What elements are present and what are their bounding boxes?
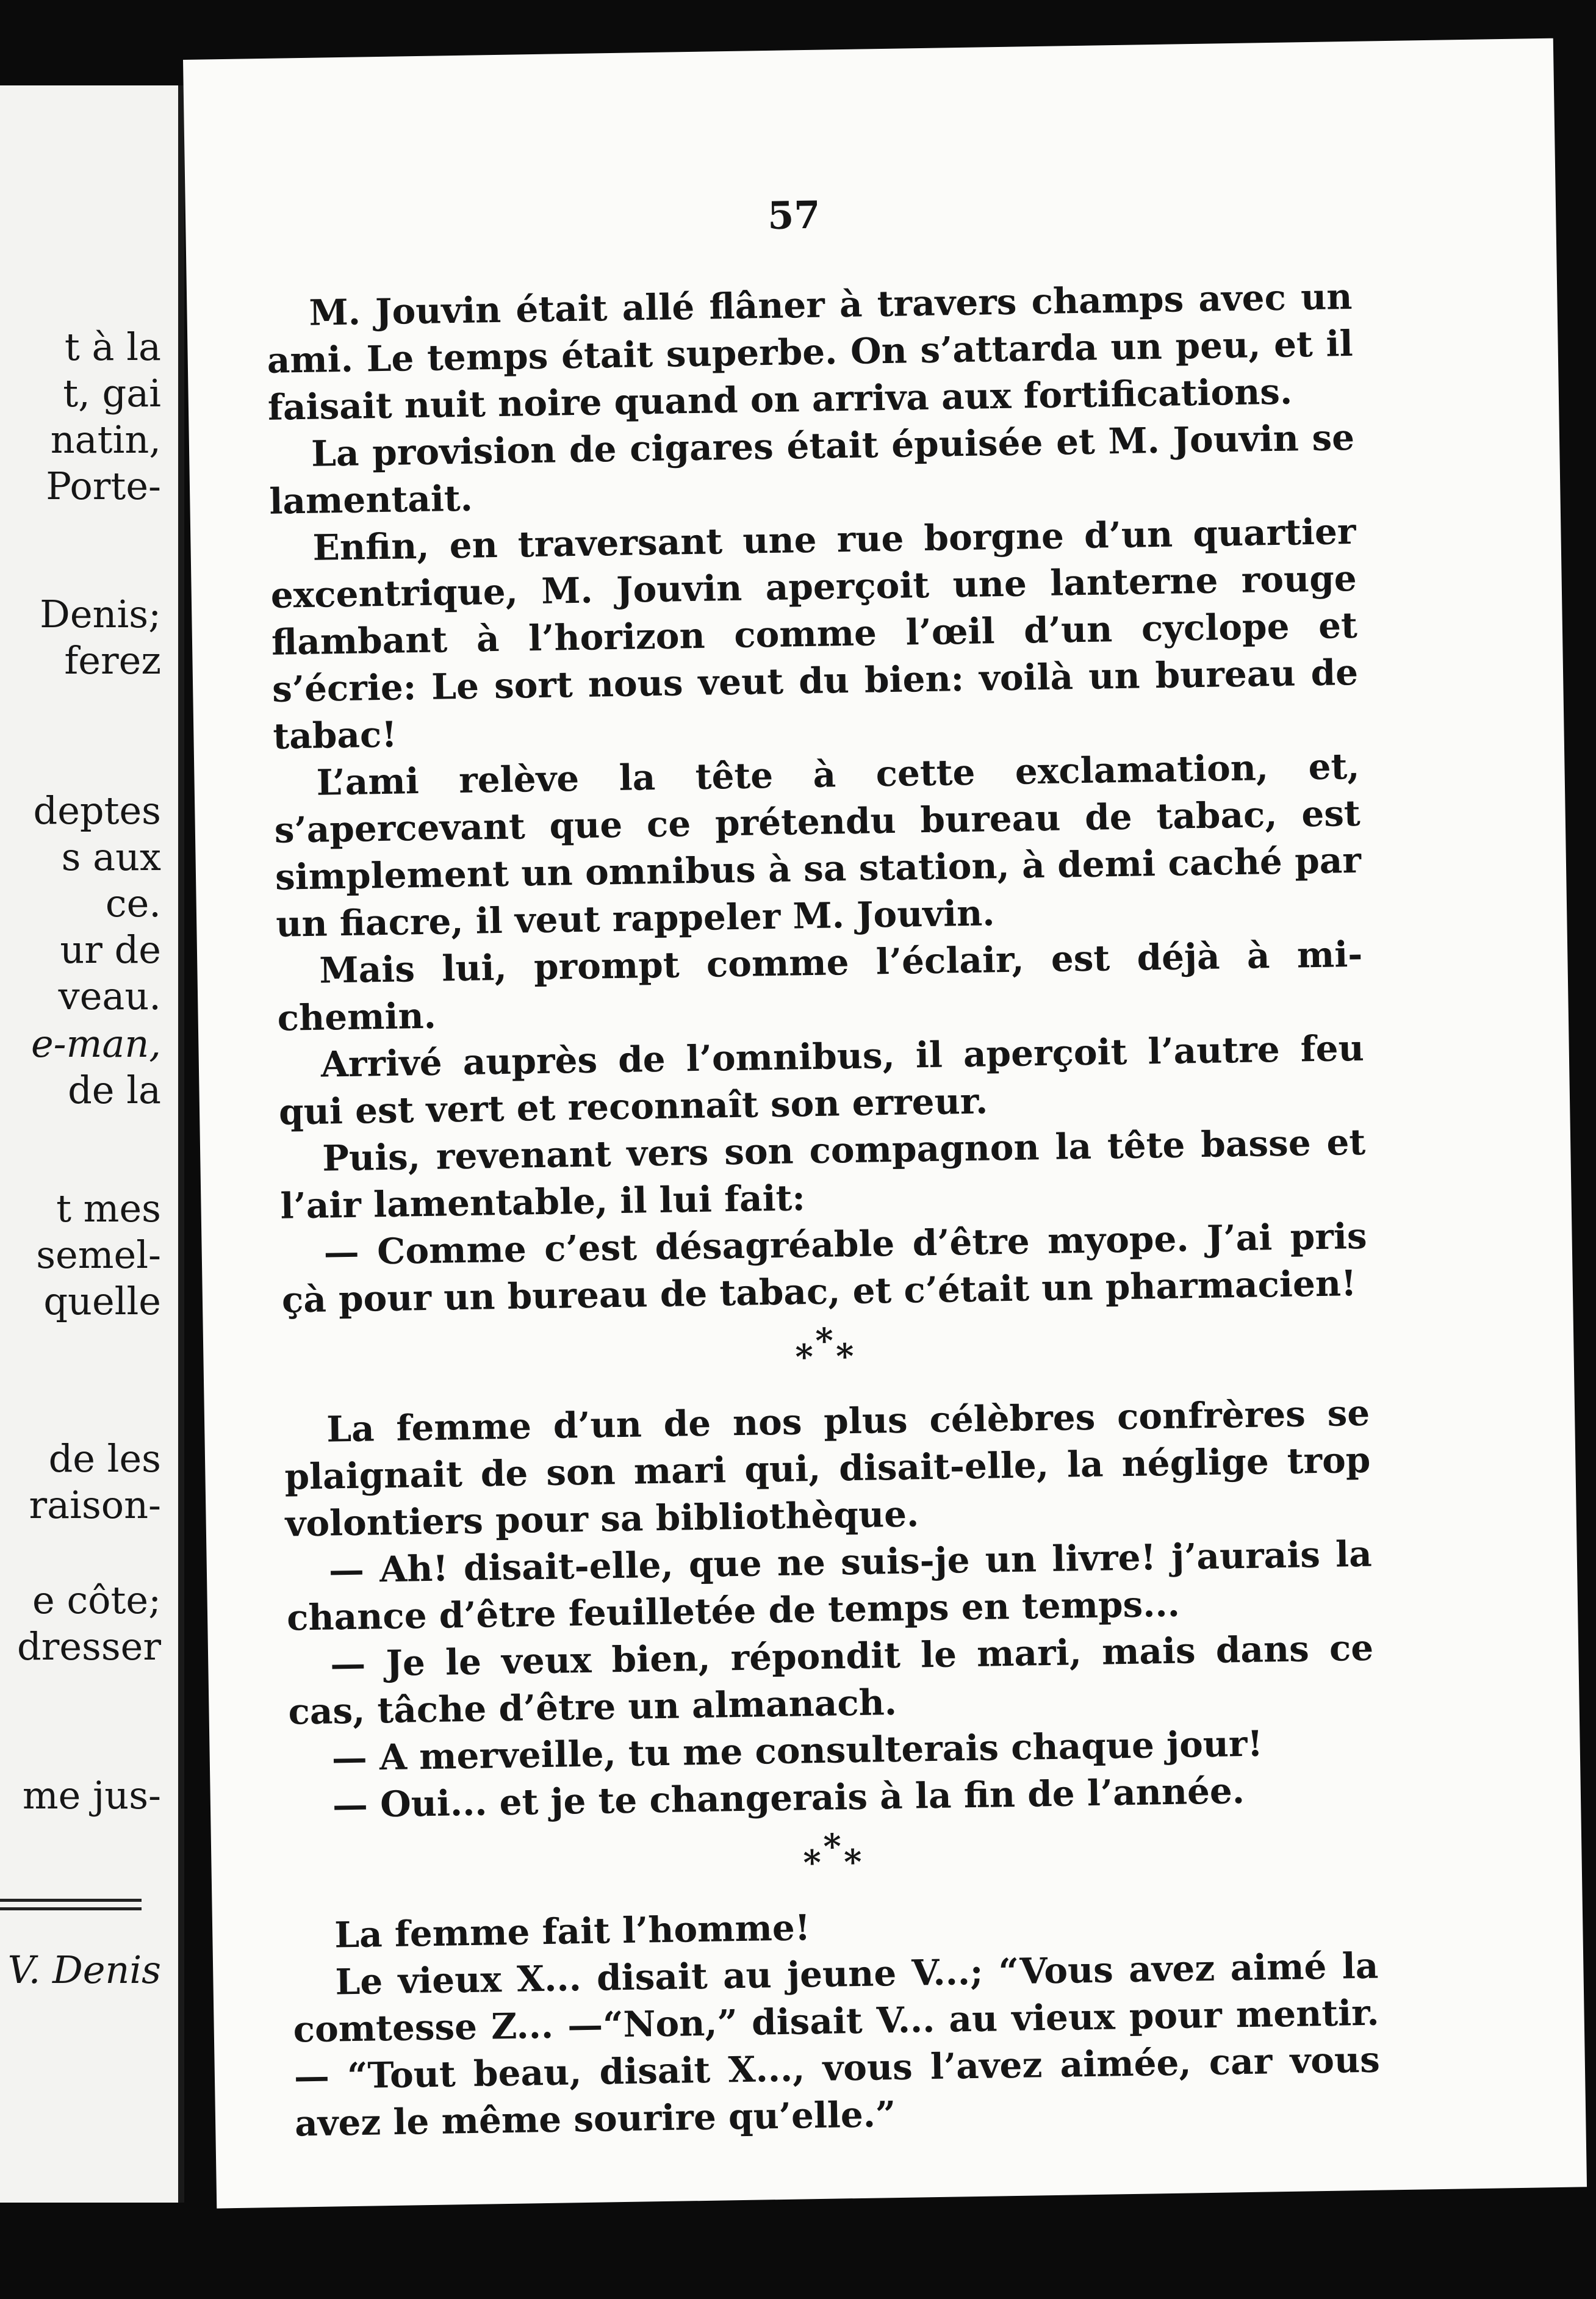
- left-line: de les: [48, 1436, 161, 1481]
- paragraph: Puis, revenant vers son compagnon la tête basse et l’air lamentable, il lui fait:: [279, 1121, 1366, 1227]
- previous-page-strip: [0, 85, 184, 2203]
- left-line: ce.: [105, 881, 161, 926]
- paragraph: — Comme c’est désagréable d’être myope. J’ai pris çà pour un bureau de tabac, et c’était un pharmacien!: [281, 1215, 1368, 1321]
- separator-star: *: [835, 1336, 857, 1377]
- page-number: 57: [767, 192, 821, 238]
- left-line: Denis;: [40, 592, 161, 636]
- left-line: Porte-: [46, 464, 161, 508]
- left-divider: [0, 1899, 142, 1902]
- left-divider: [0, 1907, 142, 1910]
- left-signature: V. Denis: [7, 1948, 161, 1992]
- left-line: e-man,: [31, 1021, 161, 1066]
- separator-stars: [803, 1826, 864, 1883]
- paragraph: — Ah! disait-elle, que ne suis-je un livre! j’aurais la chance d’être feuilletée de temps en temps...: [286, 1533, 1373, 1639]
- separator-stars: [795, 1320, 857, 1378]
- paragraph: Arrivé auprès de l’omnibus, il aperçoit l’autre feu qui est vert et reconnaît son erreur.: [278, 1027, 1365, 1133]
- paragraph: La provision de cigares était épuisée et M. Jouvin se lamentait.: [268, 416, 1355, 522]
- paragraph: Enfin, en traversant une rue borgne d’un quartier excentrique, M. Jouvin aperçoit une lanterne rouge flambant à l’horizon comme l’œil d’un cyclope et s’écrie: Le sort nous veut du bien: voilà un bureau de tabac!: [270, 510, 1359, 757]
- paragraph: L’ami relève la tête à cette exclamation, et, s’apercevant que ce prétendu bureau de tabac, est simplement un omnibus à sa station, à demi caché par un fiacre, il veut rappeler M. Jouvin.: [274, 745, 1362, 945]
- left-line: ferez: [64, 638, 161, 683]
- left-line: t à la: [64, 325, 161, 369]
- left-line: veau.: [58, 974, 161, 1018]
- paragraph: Le vieux X... disait au jeune V...; “Vous avez aimé la comtesse Z... —“Non,” disait V... au vieux pour mentir.— “Tout beau, disait X..., vous l’avez aimée, car vous avez le même sourire qu’elle.”: [293, 1945, 1381, 2145]
- book-page: [183, 38, 1587, 2209]
- paragraph: — A merveille, tu me consulterais chaque jour!: [331, 1722, 1264, 1779]
- paragraph: — Oui... et je te changerais à la fin de l’année.: [332, 1770, 1245, 1826]
- paragraph: Mais lui, prompt comme l’éclair, est déjà à mi-chemin.: [277, 933, 1363, 1039]
- left-line: raison-: [29, 1483, 161, 1527]
- left-line: ur de: [60, 927, 161, 972]
- left-line: t mes: [56, 1186, 161, 1231]
- left-line: me jus-: [22, 1773, 161, 1818]
- paragraph: — Je le veux bien, répondit le mari, mais dans ce cas, tâche d’être un almanach.: [288, 1627, 1374, 1733]
- paragraph: La femme fait l’homme!: [334, 1907, 811, 1956]
- section-separator: [282, 1320, 1369, 1383]
- paragraph: La femme d’un de nos plus célèbres confrères se plaignait de son mari qui, disait-elle, la néglige trop volontiers pour sa bibliothèque.: [284, 1392, 1371, 1545]
- left-line: s aux: [61, 835, 161, 879]
- left-line: natin,: [50, 417, 161, 462]
- section-separator: [290, 1826, 1377, 1888]
- separator-star: *: [814, 1320, 836, 1361]
- separator-star: *: [803, 1842, 824, 1883]
- left-line: quelle: [43, 1279, 161, 1323]
- left-line: deptes: [33, 788, 161, 833]
- page-text: [266, 273, 1381, 2148]
- left-line: t, gai: [63, 371, 161, 416]
- paragraph: M. Jouvin était allé flâner à travers champs avec un ami. Le temps était superbe. On s’attarda un peu, et il faisait nuit noire quand on arriva aux fortifications.: [267, 275, 1354, 428]
- separator-star: *: [822, 1826, 844, 1867]
- left-line: e côte;: [32, 1578, 161, 1622]
- left-line: dresser: [17, 1624, 161, 1669]
- separator-star: *: [843, 1841, 864, 1883]
- left-line: de la: [68, 1068, 161, 1112]
- left-line: semel-: [36, 1232, 161, 1277]
- separator-star: *: [795, 1336, 816, 1378]
